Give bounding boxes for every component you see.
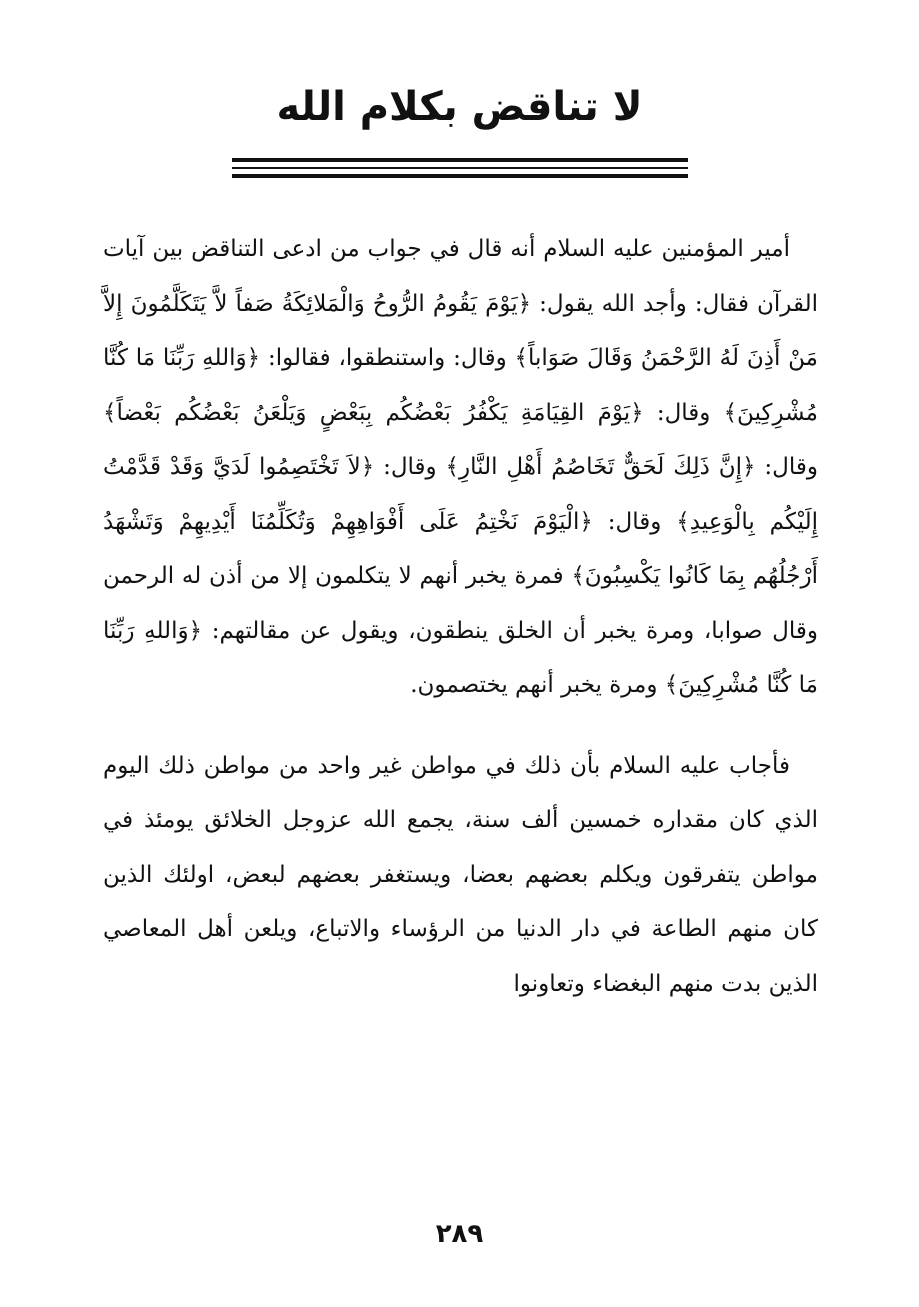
title-divider-bottom [232, 174, 688, 178]
title-divider-middle [232, 167, 688, 169]
page-title: لا تناقض بكلام الله [276, 84, 643, 130]
paragraph-1: أمير المؤمنين عليه السلام أنه قال في جواب من ادعى التناقض بين آيات القرآن فقال: وأجد الله يقول: ﴿يَوْمَ يَقُومُ الرُّوحُ وَالْمَلائِكَةُ صَفاً لاَّ يَتَكَلَّمُونَ إِلاَّ مَنْ أَذِنَ لَهُ الرَّحْمَنُ وَقَالَ صَوَاباً﴾ وقال: واستنطقوا، فقالوا: ﴿وَاللهِ رَبِّنَا مَا كُنَّا مُشْرِكِينَ﴾ وقال: ﴿يَوْمَ القِيَامَةِ يَكْفُرُ بَعْضُكُم بِبَعْضٍ وَيَلْعَنُ بَعْضُكُم بَعْضاً﴾ وقال: ﴿إِنَّ ذَلِكَ لَحَقٌّ تَخَاصُمُ أَهْلِ النَّارِ﴾ وقال: ﴿لاَ تَخْتَصِمُوا لَدَيَّ وَقَدْ قَدَّمْتُ إِلَيْكُم بِالْوَعِيدِ﴾ وقال: ﴿الْيَوْمَ نَخْتِمُ عَلَى أَفْوَاهِهِمْ وَتُكَلِّمُنَا أَيْدِيهِمْ وَتَشْهَدُ أَرْجُلُهُم بِمَا كَانُوا يَكْسِبُونَ﴾ فمرة يخبر أنهم لا يتكلمون إلا من أذن له الرحمن وقال صوابا، ومرة يخبر أن الخلق ينطقون، ويقول عن مقالتهم: ﴿وَاللهِ رَبِّنَا مَا كُنَّا مُشْرِكِينَ﴾ ومرة يخبر أنهم يختصمون. [103, 236, 818, 698]
paragraph-2: فأجاب عليه السلام بأن ذلك في مواطن غير واحد من مواطن ذلك اليوم الذي كان مقداره خمسين ألف سنة، يجمع الله عزوجل الخلائق يومئذ في مواطن يتفرقون ويكلم بعضهم بعضا، ويستغفر بعضهم لبعض، اولئك الذين كان منهم الطاعة في دار الدنيا من الرؤساء والاتباع، ويلعن أهل المعاصي الذين بدت منهم البغضاء وتعاونوا [103, 752, 818, 997]
title-divider-top [232, 158, 688, 162]
page-number: ٢٨٩ [435, 1219, 484, 1249]
body-text [103, 222, 818, 1011]
